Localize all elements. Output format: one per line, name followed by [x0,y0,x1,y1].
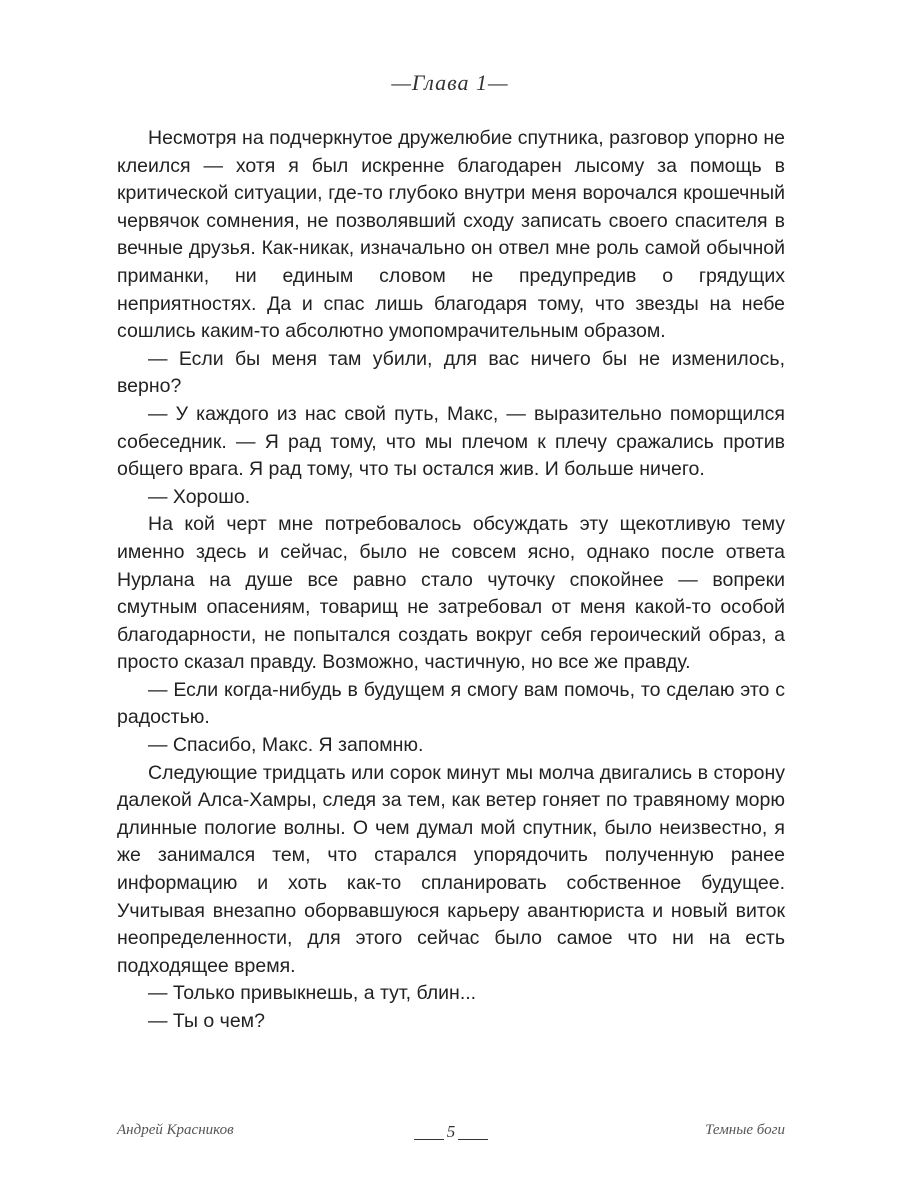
paragraph: — Только привыкнешь, а тут, блин... [148,982,477,1005]
paragraph: На кой черт мне потребовалось обсуждать эту щекотливую тему именно здесь и сейчас, было не совсем ясно, однако после ответа Нурлана на душе все равно стало чуточку спокойнее — вопреки смутным опасениям, товарищ не затребовал от меня какой-то особой благодарности, не попытался создать вокруг себя героический образ, а просто сказал правду. Возможно, частичную, но все же правду. [117,513,785,674]
paragraph: Следующие тридцать или сорок минут мы молча двигались в сторону далекой Алса-Хамры, следя за тем, как ветер гоняет по травяному морю длинные пологие волны. О чем думал мой спутник, было неизвестно, я же занимался тем, что старался упорядочить полученную ранее информацию и хоть как-то спланировать собственное будущее. Учитывая внезапно оборвавшуюся карьеру авантюриста и новый виток неопределенности, для этого сейчас было самое что ни на есть подходящее время. [117,761,785,977]
paragraph: Несмотря на подчеркнутое дружелюбие спутника, разговор упорно не клеился — хотя я был искренне благодарен лысому за помощь в критической ситуации, где-то глубоко внутри меня ворочался крошечный червячок сомнения, не позволявший сходу записать своего спасителя в вечные друзья. Как-никак, изначально он отвел мне роль самой обычной приманки, ни единым словом не предупредив о грядущих неприятностях. Да и спас лишь благодаря тому, что звезды на небе сошлись каким-то абсолютно умопомрачительным образом. [117,127,785,343]
page-footer [117,1122,785,1148]
footer-book-title: Темные боги [705,1122,785,1138]
page-number-rule [458,1139,488,1140]
paragraph: — Ты о чем? [148,1010,265,1032]
page-number-block [117,1122,785,1142]
paragraph: — Спасибо, Макс. Я запомню. [148,734,424,757]
paragraph: — Хорошо. [148,485,251,508]
page-number: 5 [446,1122,456,1141]
footer-author: Андрей Красников [117,1122,234,1138]
paragraph: — У каждого из нас свой путь, Макс, — выразительно поморщился собеседник. — Я рад тому, что мы плечом к плечу сражались против общего врага. Я рад тому, что ты остался жив. И больше ничего. [117,402,785,481]
chapter-header: —Глава 1— [391,70,509,95]
paragraph: — Если бы меня там убили, для вас ничего бы не изменилось, верно? [117,347,785,398]
page-body [117,125,785,1036]
page-number-rule [414,1139,444,1140]
paragraph: — Если когда-нибудь в будущем я смогу вам помочь, то сделаю это с радостью. [117,678,785,729]
